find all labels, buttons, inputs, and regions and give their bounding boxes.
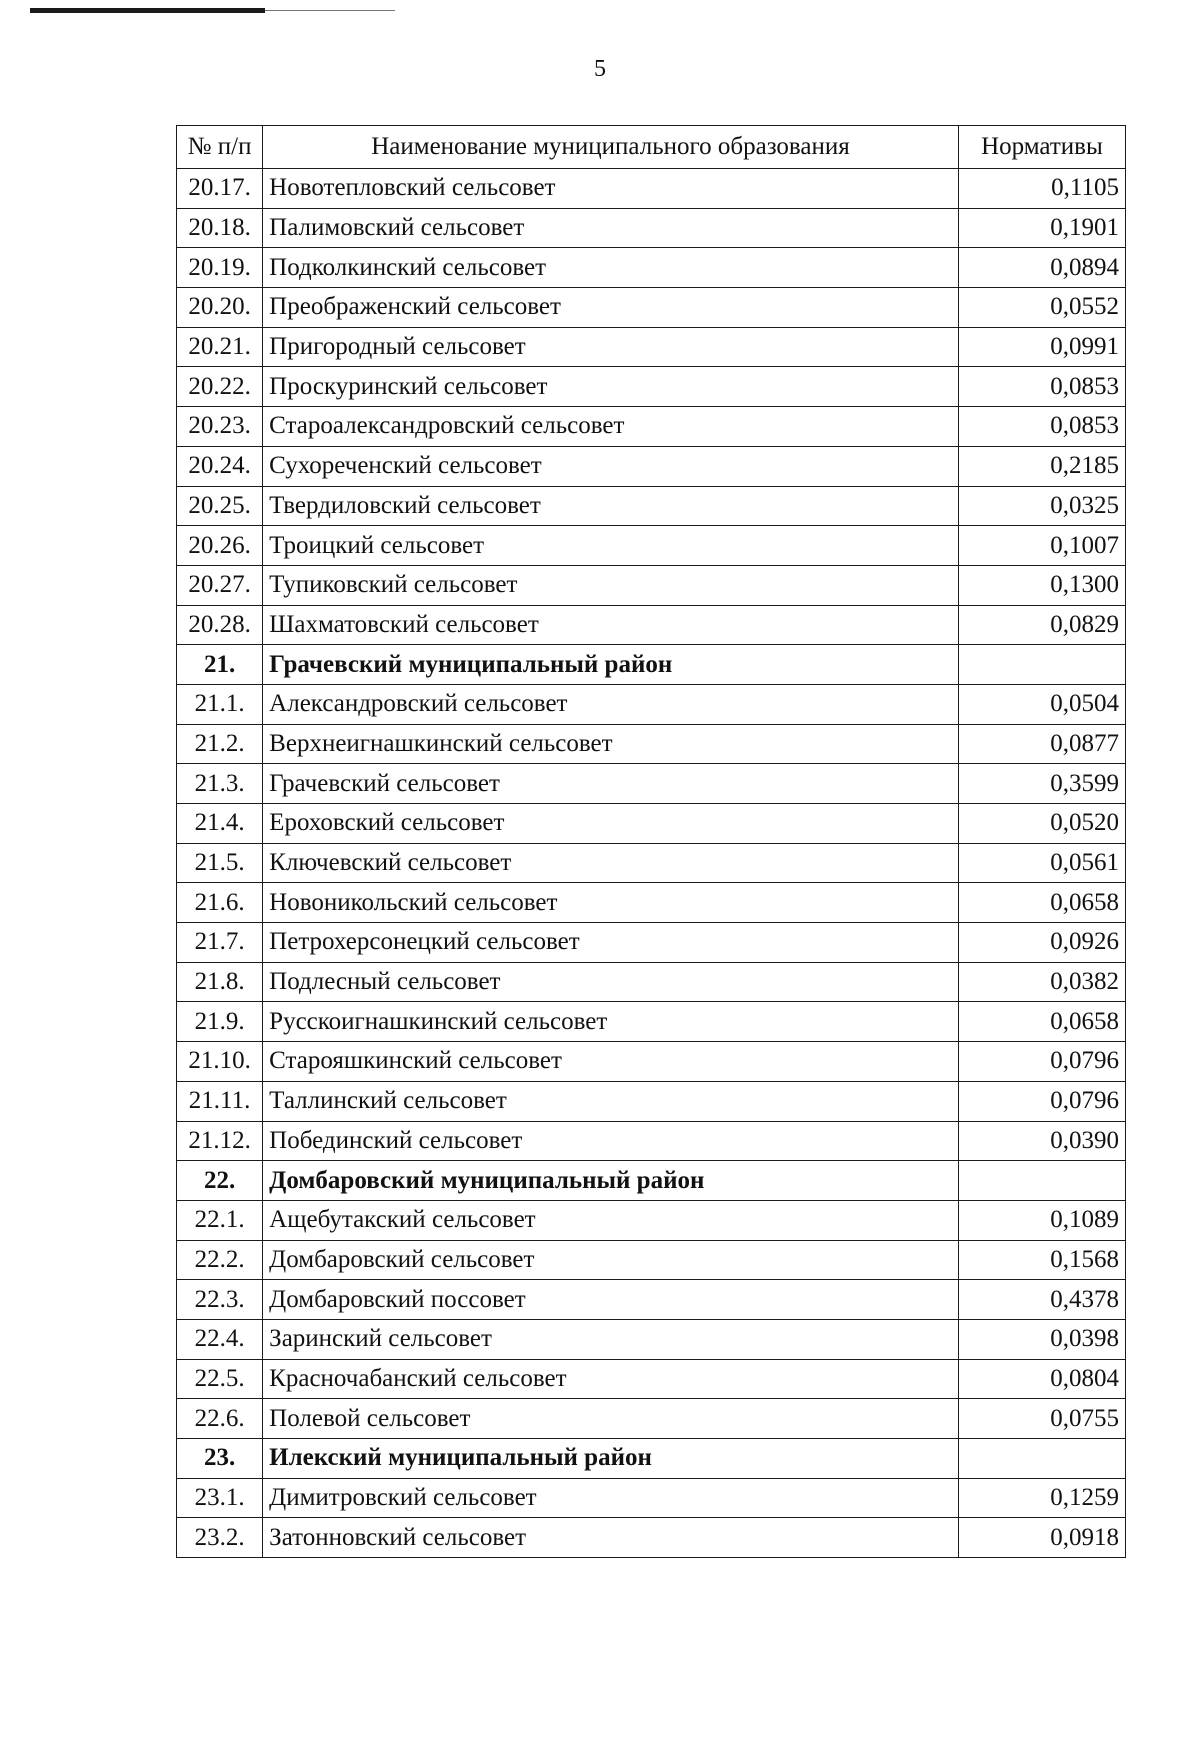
table-row xyxy=(177,1002,1126,1042)
row-name: Пригородный сельсовет xyxy=(263,327,959,367)
row-value: 0,0658 xyxy=(958,883,1125,923)
table-header-row xyxy=(177,126,1126,169)
row-value xyxy=(958,1161,1125,1201)
page-number: 5 xyxy=(594,56,606,82)
row-value: 0,0755 xyxy=(958,1399,1125,1439)
row-value: 0,1089 xyxy=(958,1200,1125,1240)
table-row xyxy=(177,407,1126,447)
row-value: 0,0504 xyxy=(958,684,1125,724)
row-number: 22.5. xyxy=(177,1359,263,1399)
table-row xyxy=(177,923,1126,963)
row-number: 20.21. xyxy=(177,327,263,367)
row-name: Новотепловский сельсовет xyxy=(263,169,959,209)
row-number: 20.23. xyxy=(177,407,263,447)
table-row xyxy=(177,446,1126,486)
row-name: Домбаровский поссовет xyxy=(263,1280,959,1320)
row-name: Палимовский сельсовет xyxy=(263,208,959,248)
table-row xyxy=(177,169,1126,209)
table-row xyxy=(177,724,1126,764)
row-value: 0,0561 xyxy=(958,843,1125,883)
row-value: 0,0894 xyxy=(958,248,1125,288)
table-row xyxy=(177,248,1126,288)
row-name: Преображенский сельсовет xyxy=(263,288,959,328)
row-number: 21.10. xyxy=(177,1042,263,1082)
row-value: 0,1901 xyxy=(958,208,1125,248)
row-name: Грачевский муниципальный район xyxy=(263,645,959,685)
row-number: 20.18. xyxy=(177,208,263,248)
header-name: Наименование муниципального образования xyxy=(263,126,959,169)
row-name: Побединский сельсовет xyxy=(263,1121,959,1161)
row-value: 0,0804 xyxy=(958,1359,1125,1399)
row-value: 0,0829 xyxy=(958,605,1125,645)
district-row xyxy=(177,1161,1126,1201)
row-value xyxy=(958,645,1125,685)
row-name: Петрохерсонецкий сельсовет xyxy=(263,923,959,963)
table-row xyxy=(177,843,1126,883)
table-row xyxy=(177,208,1126,248)
row-name: Красночабанский сельсовет xyxy=(263,1359,959,1399)
table-row xyxy=(177,1518,1126,1558)
row-value: 0,0796 xyxy=(958,1081,1125,1121)
table-row xyxy=(177,288,1126,328)
row-number: 21.12. xyxy=(177,1121,263,1161)
row-name: Затонновский сельсовет xyxy=(263,1518,959,1558)
row-name: Подколкинский сельсовет xyxy=(263,248,959,288)
row-number: 20.22. xyxy=(177,367,263,407)
row-name: Илекский муниципальный район xyxy=(263,1439,959,1479)
row-number: 21.4. xyxy=(177,804,263,844)
row-value: 0,4378 xyxy=(958,1280,1125,1320)
row-number: 22. xyxy=(177,1161,263,1201)
row-number: 21.6. xyxy=(177,883,263,923)
table-row xyxy=(177,367,1126,407)
row-name: Заринский сельсовет xyxy=(263,1319,959,1359)
row-value: 0,1105 xyxy=(958,169,1125,209)
district-row xyxy=(177,1439,1126,1479)
row-name: Димитровский сельсовет xyxy=(263,1478,959,1518)
row-number: 23.2. xyxy=(177,1518,263,1558)
district-row xyxy=(177,645,1126,685)
table-row xyxy=(177,526,1126,566)
row-number: 20.27. xyxy=(177,565,263,605)
row-number: 22.2. xyxy=(177,1240,263,1280)
row-number: 21.8. xyxy=(177,962,263,1002)
row-name: Таллинский сельсовет xyxy=(263,1081,959,1121)
row-name: Русскоигнашкинский сельсовет xyxy=(263,1002,959,1042)
table-row xyxy=(177,1121,1126,1161)
row-number: 20.25. xyxy=(177,486,263,526)
row-name: Полевой сельсовет xyxy=(263,1399,959,1439)
row-name: Шахматовский сельсовет xyxy=(263,605,959,645)
row-number: 23. xyxy=(177,1439,263,1479)
row-name: Ключевский сельсовет xyxy=(263,843,959,883)
row-number: 22.3. xyxy=(177,1280,263,1320)
row-number: 22.6. xyxy=(177,1399,263,1439)
table-row xyxy=(177,1042,1126,1082)
row-number: 22.1. xyxy=(177,1200,263,1240)
row-value: 0,0991 xyxy=(958,327,1125,367)
row-name: Ащебутакский сельсовет xyxy=(263,1200,959,1240)
row-number: 22.4. xyxy=(177,1319,263,1359)
row-value: 0,0390 xyxy=(958,1121,1125,1161)
row-number: 21.9. xyxy=(177,1002,263,1042)
table-row xyxy=(177,883,1126,923)
row-value: 0,2185 xyxy=(958,446,1125,486)
row-name: Подлесный сельсовет xyxy=(263,962,959,1002)
row-number: 21.1. xyxy=(177,684,263,724)
row-value: 0,3599 xyxy=(958,764,1125,804)
table-row xyxy=(177,565,1126,605)
row-number: 21.3. xyxy=(177,764,263,804)
table-row xyxy=(177,1319,1126,1359)
norms-table xyxy=(176,125,1126,1558)
table-row xyxy=(177,605,1126,645)
row-name: Александровский сельсовет xyxy=(263,684,959,724)
row-name: Грачевский сельсовет xyxy=(263,764,959,804)
row-value: 0,1568 xyxy=(958,1240,1125,1280)
scan-edge-bar xyxy=(30,8,265,13)
table-row xyxy=(177,327,1126,367)
row-name: Домбаровский сельсовет xyxy=(263,1240,959,1280)
row-value: 0,0918 xyxy=(958,1518,1125,1558)
row-number: 20.19. xyxy=(177,248,263,288)
row-value: 0,1300 xyxy=(958,565,1125,605)
row-value: 0,0853 xyxy=(958,367,1125,407)
row-name: Ероховский сельсовет xyxy=(263,804,959,844)
table-row xyxy=(177,764,1126,804)
header-value: Нормативы xyxy=(958,126,1125,169)
row-name: Старояшкинский сельсовет xyxy=(263,1042,959,1082)
row-name: Тупиковский сельсовет xyxy=(263,565,959,605)
row-number: 20.17. xyxy=(177,169,263,209)
table-row xyxy=(177,1081,1126,1121)
row-number: 21.11. xyxy=(177,1081,263,1121)
header-number: № п/п xyxy=(177,126,263,169)
row-value: 0,1007 xyxy=(958,526,1125,566)
row-name: Новоникольский сельсовет xyxy=(263,883,959,923)
table-row xyxy=(177,1280,1126,1320)
row-value: 0,0552 xyxy=(958,288,1125,328)
row-value: 0,1259 xyxy=(958,1478,1125,1518)
table-row xyxy=(177,1359,1126,1399)
table-row xyxy=(177,486,1126,526)
table-row xyxy=(177,1200,1126,1240)
row-number: 20.28. xyxy=(177,605,263,645)
row-number: 23.1. xyxy=(177,1478,263,1518)
row-number: 21.7. xyxy=(177,923,263,963)
row-value: 0,0926 xyxy=(958,923,1125,963)
row-number: 20.26. xyxy=(177,526,263,566)
row-value: 0,0398 xyxy=(958,1319,1125,1359)
table-body xyxy=(177,169,1126,1558)
scan-edge-line xyxy=(265,10,395,11)
row-value: 0,0853 xyxy=(958,407,1125,447)
row-value: 0,0658 xyxy=(958,1002,1125,1042)
row-number: 21. xyxy=(177,645,263,685)
row-value: 0,0325 xyxy=(958,486,1125,526)
row-number: 20.20. xyxy=(177,288,263,328)
row-name: Проскуринский сельсовет xyxy=(263,367,959,407)
row-name: Домбаровский муниципальный район xyxy=(263,1161,959,1201)
table-row xyxy=(177,684,1126,724)
row-name: Троицкий сельсовет xyxy=(263,526,959,566)
row-name: Твердиловский сельсовет xyxy=(263,486,959,526)
table-row xyxy=(177,1399,1126,1439)
row-value: 0,0877 xyxy=(958,724,1125,764)
table-row xyxy=(177,1240,1126,1280)
row-value: 0,0382 xyxy=(958,962,1125,1002)
row-number: 20.24. xyxy=(177,446,263,486)
row-value xyxy=(958,1439,1125,1479)
row-number: 21.5. xyxy=(177,843,263,883)
row-name: Сухореченский сельсовет xyxy=(263,446,959,486)
table-row xyxy=(177,962,1126,1002)
row-name: Верхнеигнашкинский сельсовет xyxy=(263,724,959,764)
table-row xyxy=(177,1478,1126,1518)
row-number: 21.2. xyxy=(177,724,263,764)
row-value: 0,0520 xyxy=(958,804,1125,844)
row-name: Староалександровский сельсовет xyxy=(263,407,959,447)
row-value: 0,0796 xyxy=(958,1042,1125,1082)
table-row xyxy=(177,804,1126,844)
